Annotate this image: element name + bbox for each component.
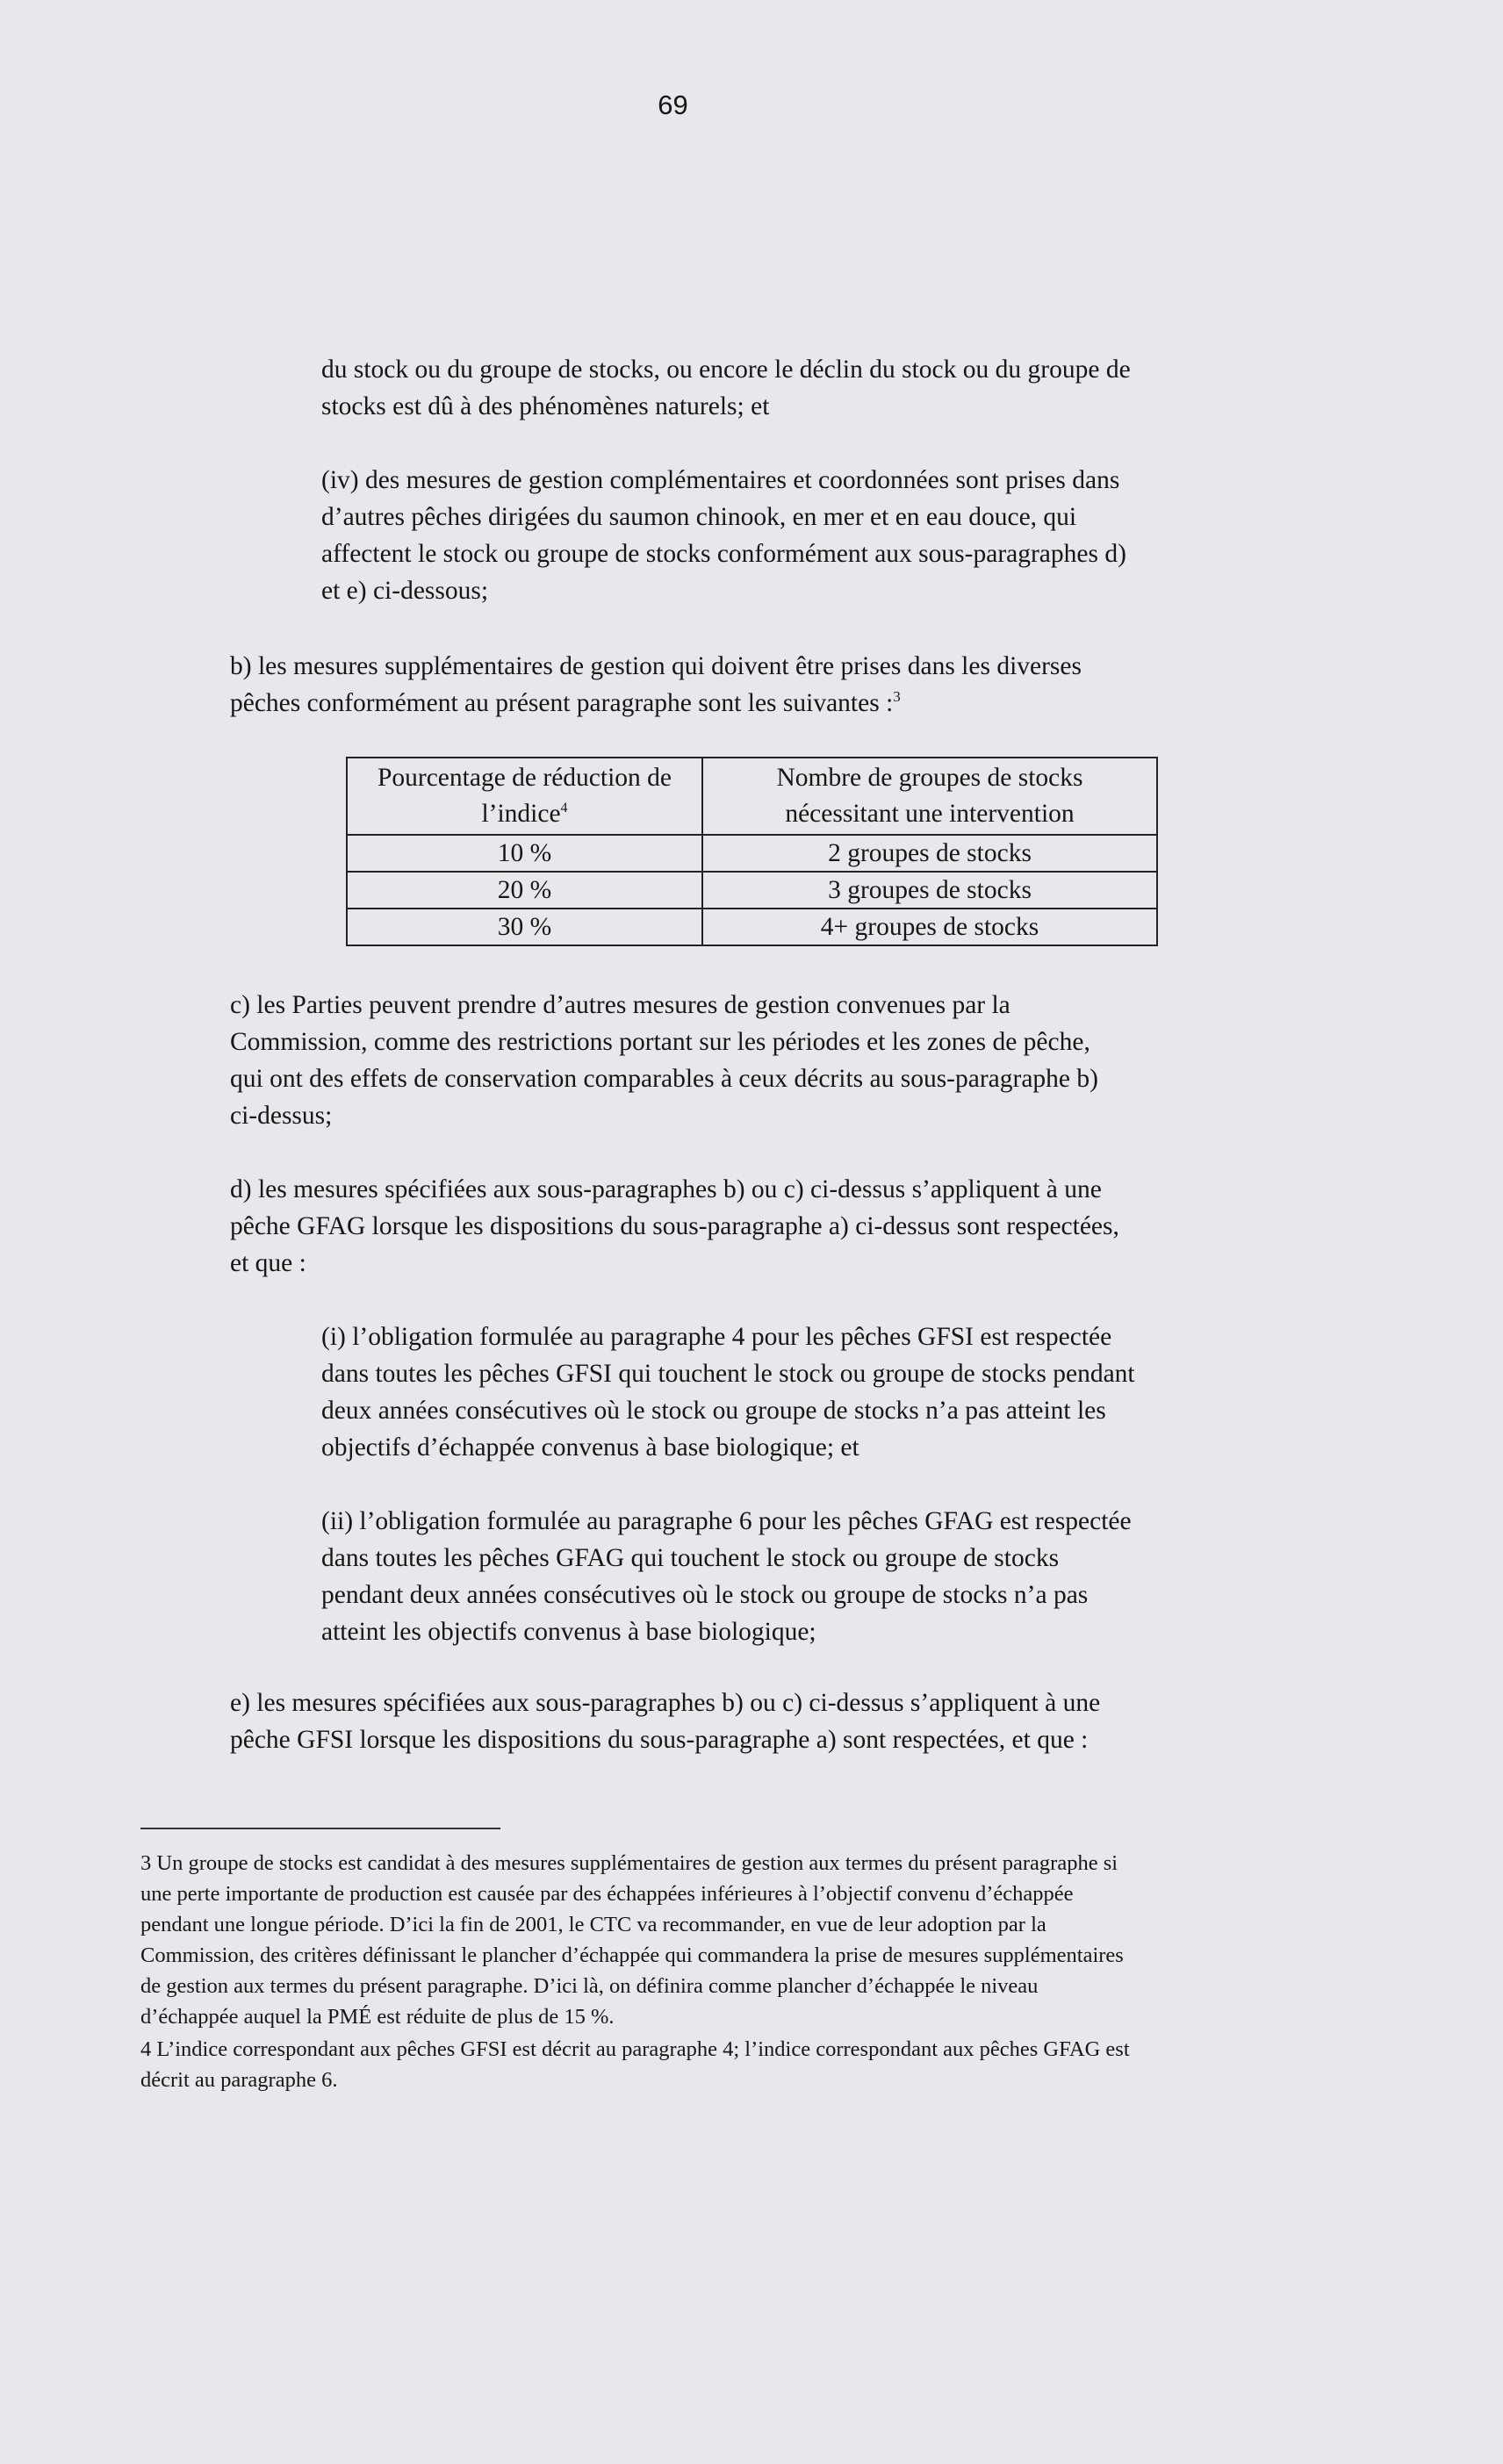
reduction-table	[346, 757, 1158, 946]
paragraph-d: d) les mesures spécifiées aux sous-paragraphes b) ou c) ci-dessus s’appliquent à une pêche GFAG lorsque les dispositions du sous-paragraphe a) ci-dessus sont respectées, et que :	[230, 1175, 1119, 1277]
paragraph-item-iv: (iv) des mesures de gestion complémentaires et coordonnées sont prises dans d’autres pêches dirigées du saumon chinook, en mer et en eau douce, qui affectent le stock ou groupe de stocks conformément aux sous-paragraphes d) et e) ci-dessous;	[321, 466, 1126, 605]
header-reduction-percentage: Pourcentage de réduction de l’indice$^4$	[347, 758, 702, 835]
page-number: 69	[658, 90, 688, 120]
cell-percentage: 30 %	[347, 909, 702, 945]
footnote-divider	[140, 1828, 500, 1829]
table-header-row	[347, 758, 1157, 835]
table-row	[347, 835, 1157, 872]
cell-groups: 3 groupes de stocks	[702, 872, 1157, 909]
footnote-4: 4 L’indice correspondant aux pêches GFSI est décrit au paragraphe 4; l’indice correspondant aux pêches GFAG est décrit au paragraphe 6.	[140, 2037, 1130, 2092]
footnote-ref-4: 4	[560, 801, 568, 816]
cell-groups: 2 groupes de stocks	[702, 835, 1157, 872]
cell-groups: 4+ groupes de stocks	[702, 909, 1157, 945]
paragraph-b: b) les mesures supplémentaires de gestion qui doivent être prises dans les diverses pêches conformément au présent paragraphe sont les suivantes :$^3$	[230, 652, 1082, 717]
table-row	[347, 909, 1157, 945]
paragraph-stock-decline: du stock ou du groupe de stocks, ou encore le déclin du stock ou du groupe de stocks est dû à des phénomènes naturels; et	[321, 356, 1131, 420]
header-stock-groups: Nombre de groupes de stocks nécessitant une intervention	[702, 758, 1157, 835]
footnote-ref-3: 3	[893, 688, 901, 706]
cell-percentage: 10 %	[347, 835, 702, 872]
paragraph-e: e) les mesures spécifiées aux sous-paragraphes b) ou c) ci-dessus s’appliquent à une pêche GFSI lorsque les dispositions du sous-paragraphe a) sont respectées, et que :	[230, 1689, 1101, 1754]
paragraph-item-i: (i) l’obligation formulée au paragraphe 4 pour les pêches GFSI est respectée dans toutes les pêches GFSI qui touchent le stock ou groupe de stocks pendant deux années consécutives où le stock ou groupe de stocks n’a pas atteint les objectifs d’échappée convenus à base biologique; et	[321, 1323, 1135, 1462]
cell-percentage: 20 %	[347, 872, 702, 909]
paragraph-item-ii: (ii) l’obligation formulée au paragraphe 6 pour les pêches GFAG est respectée dans toutes les pêches GFAG qui touchent le stock ou groupe de stocks pendant deux années consécutives où le stock ou groupe de stocks n’a pas atteint les objectifs convenus à base biologique;	[321, 1507, 1132, 1646]
table-row	[347, 872, 1157, 909]
footnote-3: 3 Un groupe de stocks est candidat à des mesures supplémentaires de gestion aux termes du présent paragraphe si une perte importante de production est causée par des échappées inférieures à l’objectif convenu d’échappée pendant une longue période. D’ici la fin de 2001, le CTC va recommander, en vue de leur adoption par la Commission, des critères définissant le plancher d’échappée qui commandera la prise de mesures supplémentaires de gestion aux termes du présent paragraphe. D’ici là, on définira comme plancher d’échappée le niveau d’échappée auquel la PMÉ est réduite de plus de 15 %.	[140, 1851, 1124, 2029]
paragraph-c: c) les Parties peuvent prendre d’autres mesures de gestion convenues par la Commission, comme des restrictions portant sur les périodes et les zones de pêche, qui ont des effets de conservation comparables à ceux décrits au sous-paragraphe b) ci-dessus;	[230, 991, 1098, 1130]
